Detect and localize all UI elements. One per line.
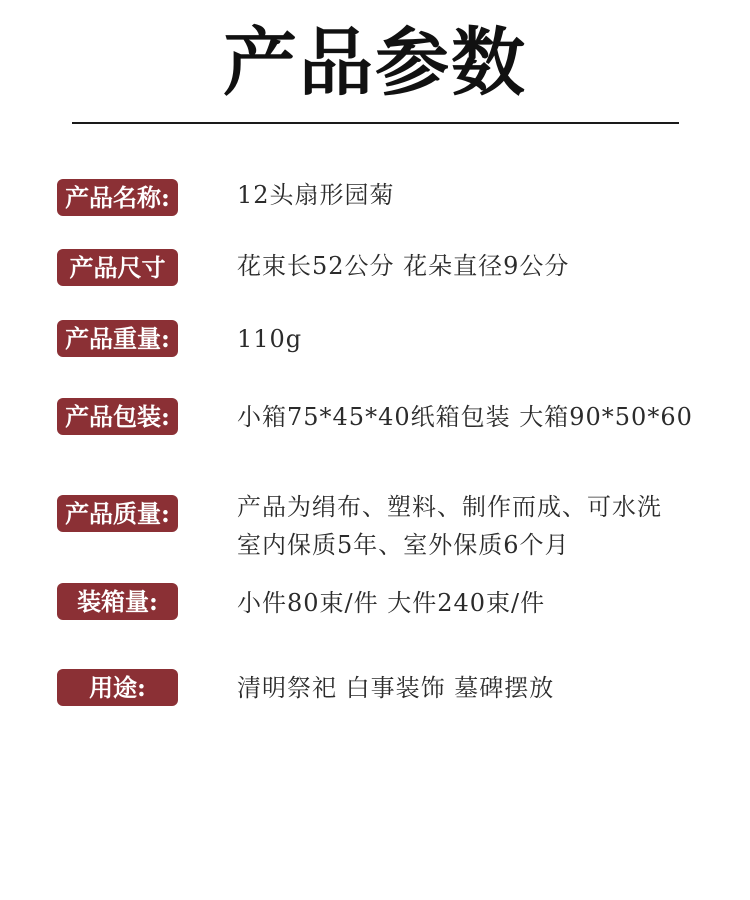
- param-value-packaging: 小箱75*45*40纸箱包装 大箱90*50*60: [237, 403, 693, 431]
- param-label-packaging: 产品包装:: [57, 398, 178, 435]
- param-value-quality-line-2: 室内保质5年、室外保质6个月: [237, 531, 570, 559]
- param-value-size: 花束长52公分 花朵直径9公分: [237, 252, 570, 280]
- param-value-weight: 110g: [237, 325, 303, 353]
- param-label-size: 产品尺寸: [57, 249, 178, 286]
- param-label-weight: 产品重量:: [57, 320, 178, 357]
- param-value-box-quantity: 小件80束/件 大件240束/件: [237, 589, 546, 617]
- param-label-box-quantity: 装箱量:: [57, 583, 178, 620]
- param-label-quality: 产品质量:: [57, 495, 178, 532]
- param-value-usage: 清明祭祀 白事装饰 墓碑摆放: [237, 674, 555, 702]
- param-value-quality: [237, 488, 737, 564]
- param-value-quality-line-1: 产品为绢布、塑料、制作而成、可水洗: [237, 493, 662, 521]
- param-value-name: 12头扇形园菊: [237, 181, 395, 209]
- param-label-name: 产品名称:: [57, 179, 178, 216]
- param-label-usage: 用途:: [57, 669, 178, 706]
- title-divider: [72, 122, 679, 124]
- page-title: 产品参数: [223, 20, 527, 106]
